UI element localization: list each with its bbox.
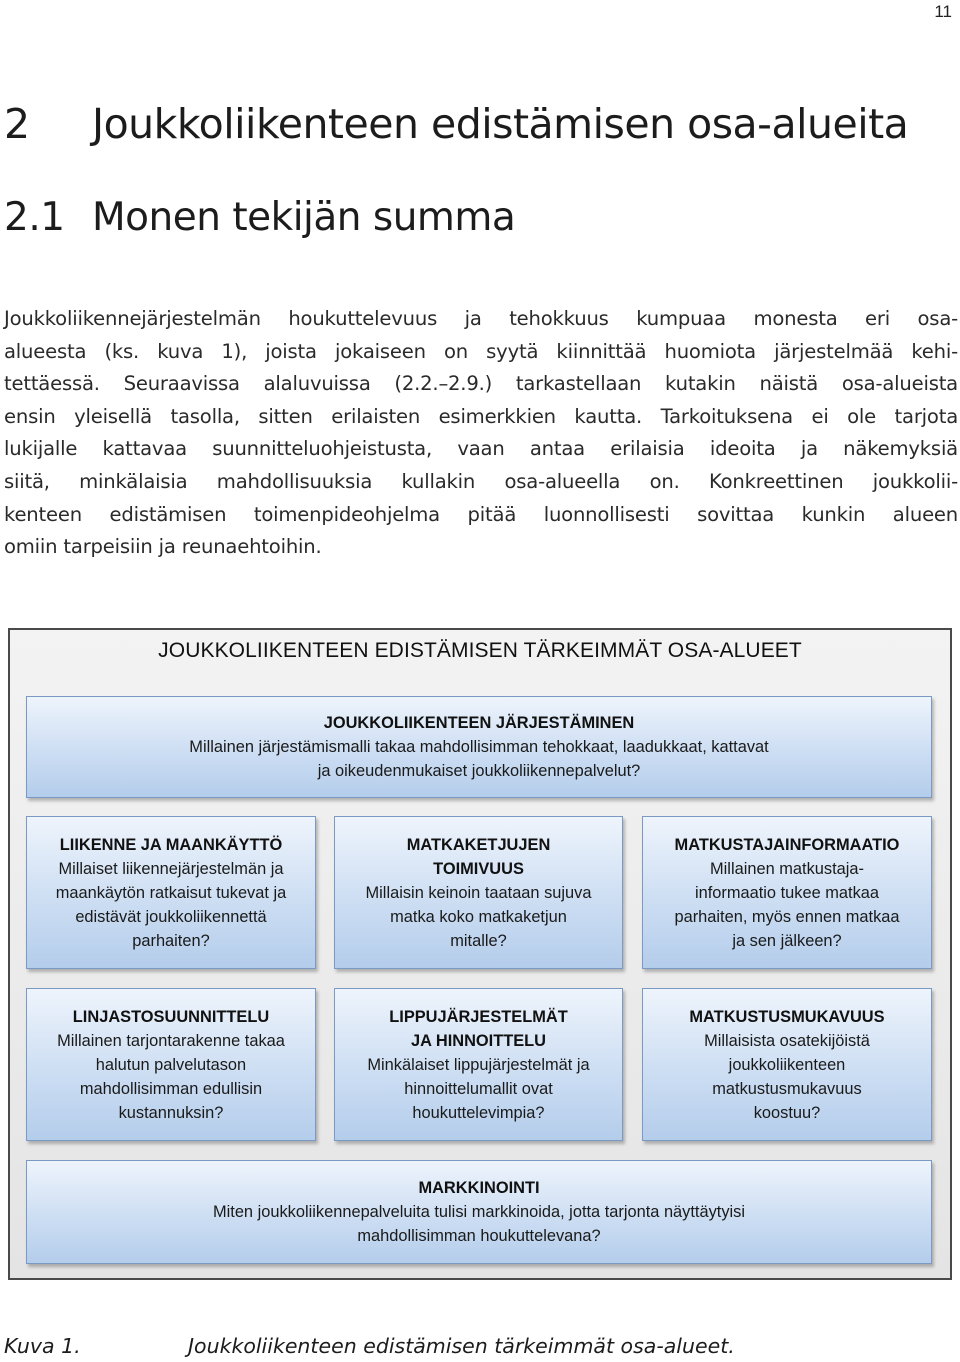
figure-diagram — [8, 628, 952, 1280]
intro-line: omiin tarpeisiin ja reunaehtoihin. — [4, 535, 322, 559]
box-maankaytto — [26, 816, 316, 969]
box-lippujarjestelmat — [334, 988, 623, 1141]
intro-line: kenteen edistämisen toimenpideohjelma pitää luonnollisesti sovittaa kunkin alueen — [4, 502, 958, 526]
intro-line: alueesta (ks. kuva 1), joista jokaiseen on syytä kiinnittää huomiota järjestelmää kehi- — [4, 339, 958, 363]
chapter-heading — [4, 100, 908, 148]
box-markkinointi — [26, 1160, 932, 1264]
box-title: MATKAKETJUJEN TOIMIVUUS — [406, 835, 551, 878]
caption-text: Joukkoliikenteen edistämisen tärkeimmät osa-alueet. — [188, 1334, 735, 1358]
box-question: Millaiset liikennejärjestelmän ja maankäytön ratkaisut tukevat ja edistävät joukkoliikennettä parhaiten? — [55, 859, 287, 950]
box-question: Minkälaiset lippujärjestelmät ja hinnoittelumallit ovat houkuttelevimpia? — [367, 1055, 590, 1122]
section-heading — [4, 195, 515, 240]
intro-line: lukijalle kattavaa suunnitteluohjeistusta, vaan antaa erilaisia ideoita ja näkemyksiä — [4, 437, 958, 461]
box-mukavuus — [642, 988, 932, 1141]
intro-line: tettäessä. Seuraavissa alaluvuissa (2.2.–2.9.) tarkastellaan kutakin näistä osa-alueista — [4, 372, 958, 396]
box-question: Millainen tarjontarakenne takaa halutun palvelutason mahdollisimman edullisin kustannuksin? — [57, 1031, 285, 1122]
section-number: 2.1 — [4, 195, 65, 240]
box-title: LIIKENNE JA MAANKÄYTTÖ — [59, 835, 283, 854]
box-title: LINJASTOSUUNNITTELU — [72, 1007, 270, 1026]
box-question: Millaisin keinoin taataan sujuva matka koko matkaketjun mitalle? — [365, 883, 592, 950]
intro-line: siitä, minkälaisia mahdollisuuksia kullakin osa-alueella on. Konkreettinen joukkolii- — [4, 469, 958, 493]
box-title: MATKUSTAJAINFORMAATIO — [674, 835, 900, 854]
box-question: Miten joukkoliikennepalveluita tulisi markkinoida, jotta tarjonta näyttäytyisi mahdollisimman houkuttelevana? — [212, 1203, 746, 1245]
box-informaatio — [642, 816, 932, 969]
page-number: 11 — [934, 2, 952, 21]
chapter-title: Joukkoliikenteen edistämisen osa-alueita — [92, 100, 909, 148]
intro-paragraph — [4, 303, 958, 564]
box-title: MATKUSTUSMUKAVUUS — [689, 1007, 885, 1026]
box-question: Millainen matkustaja- informaatio tukee matkaa parhaiten, myös ennen matkaa ja sen jälkeen? — [674, 859, 900, 950]
box-question: Millaisista osatekijöistä joukkoliikenteen matkustusmukavuus koostuu? — [704, 1031, 870, 1122]
box-title: LIPPUJÄRJESTELMÄT JA HINNOITTELU — [389, 1007, 568, 1050]
chapter-number: 2 — [4, 100, 30, 148]
box-matkaketjut — [334, 816, 623, 969]
section-title: Monen tekijän summa — [92, 195, 516, 240]
box-jarjestaminen — [26, 696, 932, 798]
caption-label: Kuva 1. — [4, 1334, 81, 1358]
box-linjasto — [26, 988, 316, 1141]
figure-title: JOUKKOLIIKENTEEN EDISTÄMISEN TÄRKEIMMÄT OSA-ALUEET — [158, 639, 802, 662]
figure-caption — [4, 1334, 735, 1358]
box-title: JOUKKOLIIKENTEEN JÄRJESTÄMINEN — [323, 714, 635, 732]
box-question: Millainen järjestämismalli takaa mahdollisimman tehokkaat, laadukkaat, kattavat ja oikeudenmukaiset joukkoliikennepalvelut? — [189, 738, 769, 780]
box-title: MARKKINOINTI — [418, 1179, 540, 1197]
intro-line: ensin yleisellä tasolla, sitten erilaisten esimerkkien kautta. Tarkoituksena ei ole tarjota — [4, 404, 958, 428]
intro-line: Joukkoliikennejärjestelmän houkuttelevuus ja tehokkuus kumpuaa monesta eri osa- — [4, 307, 958, 330]
